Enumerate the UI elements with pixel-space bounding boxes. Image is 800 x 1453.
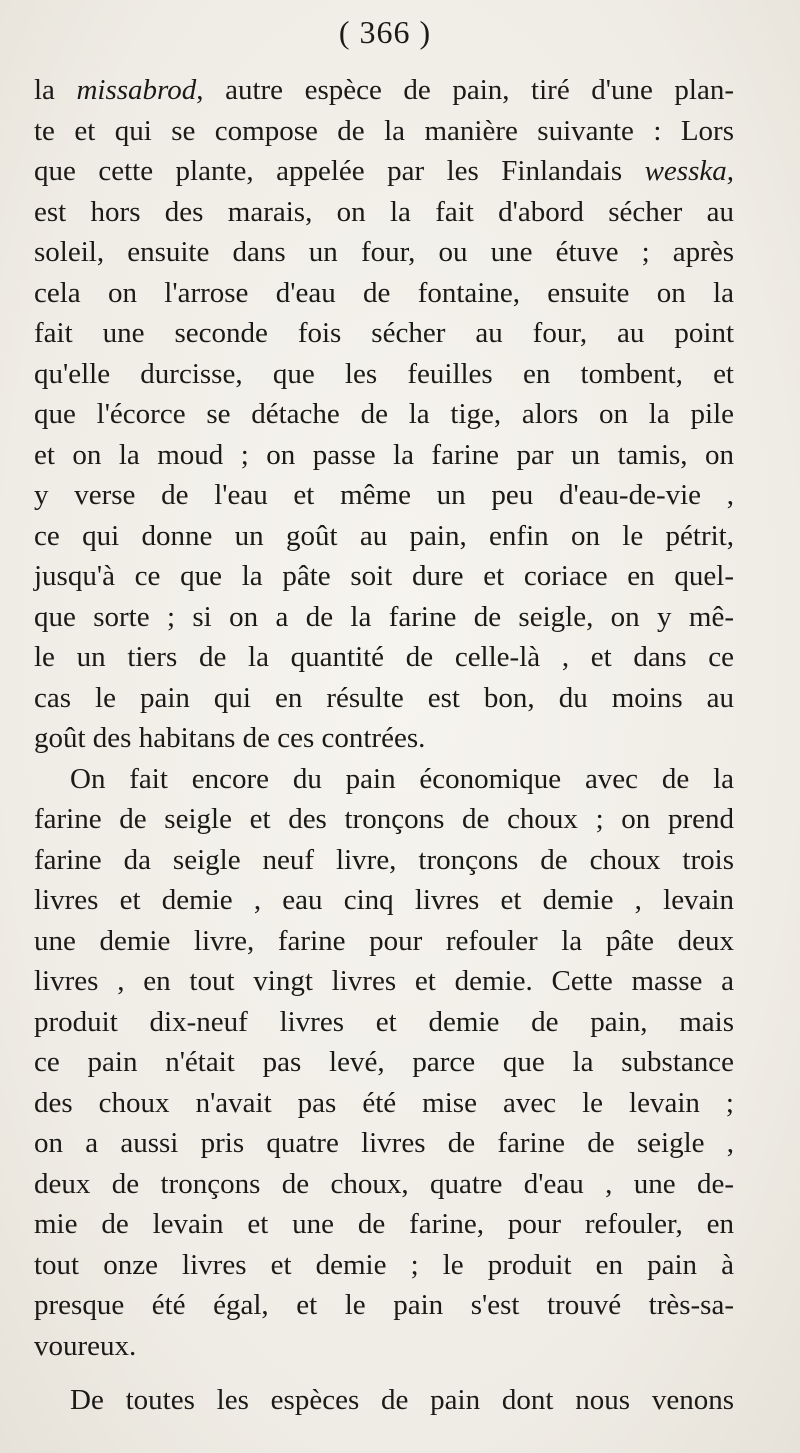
text-line: est hors des marais, on la fait d'abord sécher au xyxy=(34,195,734,228)
text-line: goût des habitans de ces contrées. xyxy=(34,722,426,754)
text-line: et on la moud ; on passe la farine par un tamis, on xyxy=(34,438,734,471)
paragraph-gap xyxy=(34,1366,734,1380)
text-line: deux de tronçons de choux, quatre d'eau , une de- xyxy=(34,1167,734,1200)
text-fragment: la xyxy=(34,74,77,106)
italic-term: missabrod xyxy=(76,74,197,106)
paragraph-especes-de-pain xyxy=(34,1380,734,1421)
text-line: livres et demie , eau cinq livres et demie , levain xyxy=(34,884,734,916)
text-line: De toutes les espèces de pain dont nous venons xyxy=(70,1384,734,1416)
text-line: qu'elle durcisse, que les feuilles en tombent, et xyxy=(34,357,734,390)
page-body xyxy=(34,70,734,1421)
paragraph-pain-economique xyxy=(34,759,734,1367)
text-line: produit dix-neuf livres et demie de pain, mais xyxy=(34,1005,734,1038)
text-line: farine de seigle et des tronçons de choux ; on prend xyxy=(34,803,734,835)
text-fragment: , autre espèce de pain, tiré d'une plan- xyxy=(196,74,734,106)
text-line: On fait encore du pain économique avec de la xyxy=(70,762,734,795)
text-line: livres , en tout vingt livres et demie. Cette masse a xyxy=(34,965,734,997)
text-line: farine da seigle neuf livre, tronçons de choux trois xyxy=(34,843,734,876)
text-line: des choux n'avait pas été mise avec le levain ; xyxy=(34,1086,734,1119)
text-fragment: que cette plante, appelée par les Finlandais xyxy=(34,155,645,187)
text-line xyxy=(34,70,734,111)
text-line: jusqu'à ce que la pâte soit dure et coriace en quel- xyxy=(34,560,734,592)
text-line: cas le pain qui en résulte est bon, du moins au xyxy=(34,681,734,714)
text-line: presque été égal, et le pain s'est trouvé très-sa- xyxy=(34,1289,734,1321)
text-line: te et qui se compose de la manière suivante : Lors xyxy=(34,114,734,147)
text-line xyxy=(34,151,734,192)
text-line: mie de levain et une de farine, pour refouler, en xyxy=(34,1208,734,1240)
page-number: ( 366 ) xyxy=(338,14,432,50)
text-line: cela on l'arrose d'eau de fontaine, ensuite on la xyxy=(34,276,734,309)
text-line: y verse de l'eau et même un peu d'eau-de-vie , xyxy=(34,479,734,511)
text-line: soleil, ensuite dans un four, ou une étuve ; après xyxy=(34,236,734,268)
text-line: on a aussi pris quatre livres de farine de seigle , xyxy=(34,1127,734,1159)
text-line: que sorte ; si on a de la farine de seigle, on y mê- xyxy=(34,600,734,633)
text-line: tout onze livres et demie ; le produit en pain à xyxy=(34,1248,734,1281)
text-line: le un tiers de la quantité de celle-là , et dans ce xyxy=(34,641,734,673)
paragraph-missabrod xyxy=(34,70,734,759)
text-line: que l'écorce se détache de la tige, alors on la pile xyxy=(34,398,734,430)
text-line: une demie livre, farine pour refouler la pâte deux xyxy=(34,924,734,957)
text-line: ce pain n'était pas levé, parce que la substance xyxy=(34,1046,734,1078)
text-line: voureux. xyxy=(34,1329,137,1362)
text-line: fait une seconde fois sécher au four, au point xyxy=(34,317,734,349)
italic-term: wesska, xyxy=(644,155,734,187)
text-line: ce qui donne un goût au pain, enfin on le pétrit, xyxy=(34,519,734,552)
